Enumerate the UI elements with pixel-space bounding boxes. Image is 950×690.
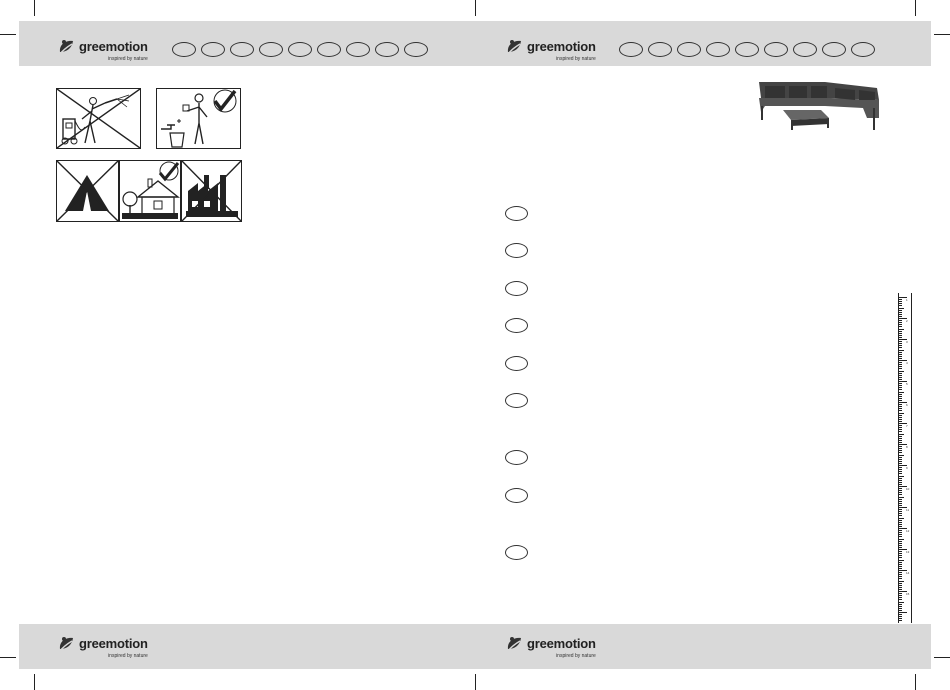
tent-icon [57,161,118,221]
ruler-tick [899,518,904,519]
ruler-tick [899,503,902,504]
leaf-logo-icon [57,635,77,653]
crop-mark [915,674,916,690]
ruler-number: 3 [906,340,908,344]
ruler-tick [899,303,902,304]
ruler-tick [899,476,904,477]
home-garden-use-pictogram [119,160,181,222]
ruler-tick [899,585,902,586]
ruler-tick [899,419,902,420]
ruler-tick [899,524,902,525]
brand-tagline: inspired by nature [556,56,596,62]
ruler-tick [899,373,902,374]
ruler-tick [899,413,904,414]
ruler-tick [899,497,904,498]
ruler-tick [899,461,902,462]
ruler-tick [899,438,902,439]
ruler-tick [899,606,902,607]
ruler-tick [899,560,904,561]
ruler-tick [899,572,902,573]
ruler-tick [899,400,902,401]
ruler-tick [899,597,902,598]
ruler-tick [899,415,902,416]
ruler-tick [899,566,902,567]
ruler-tick [899,551,902,552]
ruler-tick [899,488,902,489]
leaf-logo-icon [505,635,525,653]
language-tab[interactable] [172,42,196,57]
ruler-tick [899,574,902,575]
ruler-tick [899,539,904,540]
crop-mark [0,34,16,35]
language-marker [505,450,528,465]
ruler-tick [899,616,902,617]
ruler-tick [899,320,902,321]
ruler-tick [899,492,902,493]
ruler-tick [899,555,902,556]
ruler-tick [899,534,902,535]
language-tab[interactable] [230,42,254,57]
language-tab[interactable] [764,42,788,57]
ruler-tick [899,347,902,348]
ruler-number: 11 [906,508,910,512]
ruler-tick [899,589,902,590]
ruler-tick [899,545,902,546]
ruler-tick [899,532,902,533]
ruler-tick [899,425,902,426]
language-marker [505,545,528,560]
language-tab[interactable] [822,42,846,57]
crop-mark [915,0,916,16]
ruler-tick [899,371,904,372]
ruler-tick [899,427,902,428]
language-tab[interactable] [677,42,701,57]
pressure-washer-icon [57,89,140,148]
brand-tagline: inspired by nature [108,653,148,659]
ruler-tick [899,366,902,367]
ruler-tick [899,385,902,386]
ruler-tick [899,448,902,449]
crop-mark [34,0,35,16]
language-marker [505,488,528,503]
ruler-tick [899,406,902,407]
measuring-ruler [898,293,912,623]
ruler-tick [899,471,902,472]
language-tab[interactable] [404,42,428,57]
ruler-tick [899,604,902,605]
ruler-tick [899,331,902,332]
ruler-tick [899,442,902,443]
crop-mark [0,657,16,658]
language-tab[interactable] [288,42,312,57]
crop-mark [34,674,35,690]
ruler-tick [899,618,902,619]
ruler-tick [899,543,902,544]
ruler-tick [899,421,902,422]
ruler-tick [899,484,902,485]
ruler-tick [899,587,902,588]
ruler-tick [899,436,902,437]
ruler-tick [899,562,902,563]
language-tab[interactable] [793,42,817,57]
sofa-set-illustration [755,78,883,132]
brand-name: greemotion [527,39,596,54]
language-tab[interactable] [648,42,672,57]
brand-tagline: inspired by nature [108,56,148,62]
ruler-tick [899,463,902,464]
ruler-tick [899,530,902,531]
ruler-tick [899,389,902,390]
ruler-tick [899,614,902,615]
ruler-tick [899,333,902,334]
ruler-tick [899,329,904,330]
brand-logo [505,635,596,659]
crop-mark [934,34,950,35]
ruler-tick [899,499,902,500]
brand-name: greemotion [79,636,148,651]
ruler-tick [899,410,902,411]
ruler-tick [899,576,902,577]
ruler-tick [899,310,902,311]
ruler-tick [899,387,902,388]
ruler-tick [899,375,902,376]
no-pressure-washer-pictogram [56,88,141,149]
ruler-tick [899,341,902,342]
ruler-tick [899,345,902,346]
ruler-number: 7 [906,424,908,428]
ruler-tick [899,358,902,359]
ruler-tick [899,564,902,565]
ruler-tick [899,305,902,306]
ruler-tick [899,356,902,357]
ruler-tick [899,312,902,313]
ruler-number: 9 [906,466,908,470]
no-tent-use-pictogram [56,160,119,222]
ruler-tick [899,408,902,409]
ruler-tick [899,480,902,481]
ruler-tick [899,337,902,338]
ruler-tick [899,308,904,309]
language-tab[interactable] [851,42,875,57]
ruler-tick [899,392,904,393]
ruler-tick [899,299,902,300]
ruler-tick [899,322,902,323]
ruler-tick [899,467,902,468]
ruler-tick [899,368,902,369]
ruler-tick [899,350,904,351]
no-industrial-use-pictogram [181,160,242,222]
ruler-tick [899,457,902,458]
ruler-tick [899,335,902,336]
ruler-tick [899,364,902,365]
ruler-tick [899,595,902,596]
ruler-tick [899,440,902,441]
brand-name: greemotion [527,636,596,651]
ruler-tick [899,583,902,584]
language-tabs-left [172,42,428,57]
ruler-number: 12 [906,529,910,533]
leaf-logo-icon [57,38,77,56]
ruler-tick [899,429,902,430]
brand-logo [57,635,148,659]
brand-logo [505,38,596,62]
bucket-sponge-icon [157,89,240,148]
ruler-tick [899,383,902,384]
ruler-tick [899,450,902,451]
ruler-tick [899,602,904,603]
ruler-tick [899,398,902,399]
ruler-tick [899,352,902,353]
brand-name: greemotion [79,39,148,54]
ruler-tick [899,478,902,479]
ruler-tick [899,578,902,579]
ruler-tick [899,459,902,460]
ruler-tick [899,379,902,380]
ruler-tick [899,316,902,317]
language-marker [505,243,528,258]
ruler-tick [899,301,902,302]
language-tab[interactable] [317,42,341,57]
ruler-tick [899,343,902,344]
ruler-tick [899,455,904,456]
language-marker [505,393,528,408]
ruler-tick [899,404,902,405]
language-marker [505,206,528,221]
ruler-tick [899,526,902,527]
language-tab[interactable] [619,42,643,57]
ruler-tick [899,494,902,495]
ruler-tick [899,610,902,611]
clean-with-water-pictogram [156,88,241,149]
ruler-tick [899,593,902,594]
ruler-tick [899,513,902,514]
factory-icon [182,161,241,221]
ruler-number: 6 [906,403,908,407]
ruler-tick [899,452,902,453]
ruler-tick [899,515,902,516]
crop-mark [475,0,476,16]
ruler-tick [899,612,907,613]
language-tab[interactable] [735,42,759,57]
ruler-tick [899,396,902,397]
language-tab[interactable] [259,42,283,57]
ruler-tick [899,520,902,521]
ruler-tick [899,377,902,378]
ruler-tick [899,608,902,609]
language-marker [505,356,528,371]
house-icon [120,161,180,221]
ruler-tick [899,482,902,483]
ruler-tick [899,490,902,491]
ruler-tick [899,473,902,474]
ruler-number: 4 [906,361,908,365]
ruler-number: 15 [906,592,910,596]
language-tab[interactable] [346,42,370,57]
ruler-tick [899,599,902,600]
ruler-tick [899,568,902,569]
ruler-tick [899,324,902,325]
ruler-tick [899,326,902,327]
language-tab[interactable] [375,42,399,57]
ruler-tick [899,509,902,510]
ruler-tick [899,417,902,418]
ruler-tick [899,547,902,548]
ruler-number: 1 [906,298,908,302]
ruler-tick [899,434,904,435]
crop-mark [934,657,950,658]
language-marker [505,281,528,296]
ruler-tick [899,553,902,554]
ruler-number: 5 [906,382,908,386]
ruler-tick [899,469,902,470]
brand-logo [57,38,148,62]
language-tab[interactable] [201,42,225,57]
ruler-tick [899,431,902,432]
ruler-tick [899,354,902,355]
brand-tagline: inspired by nature [556,653,596,659]
ruler-number: 2 [906,319,908,323]
ruler-tick [899,362,902,363]
ruler-number: 14 [906,571,910,575]
ruler-tick [899,394,902,395]
ruler-tick [899,541,902,542]
leaf-logo-icon [505,38,525,56]
ruler-tick [899,511,902,512]
language-tabs-right [619,42,875,57]
ruler-tick [899,536,902,537]
ruler-tick [899,505,902,506]
ruler-tick [899,501,902,502]
ruler-tick [899,522,902,523]
ruler-tick [899,446,902,447]
ruler-number: 10 [906,487,910,491]
ruler-number: 8 [906,445,908,449]
ruler-number: 13 [906,550,910,554]
crop-mark [475,674,476,690]
ruler-tick [899,557,902,558]
language-tab[interactable] [706,42,730,57]
ruler-tick [899,581,904,582]
language-marker [505,318,528,333]
ruler-tick [899,620,902,621]
ruler-tick [899,314,902,315]
